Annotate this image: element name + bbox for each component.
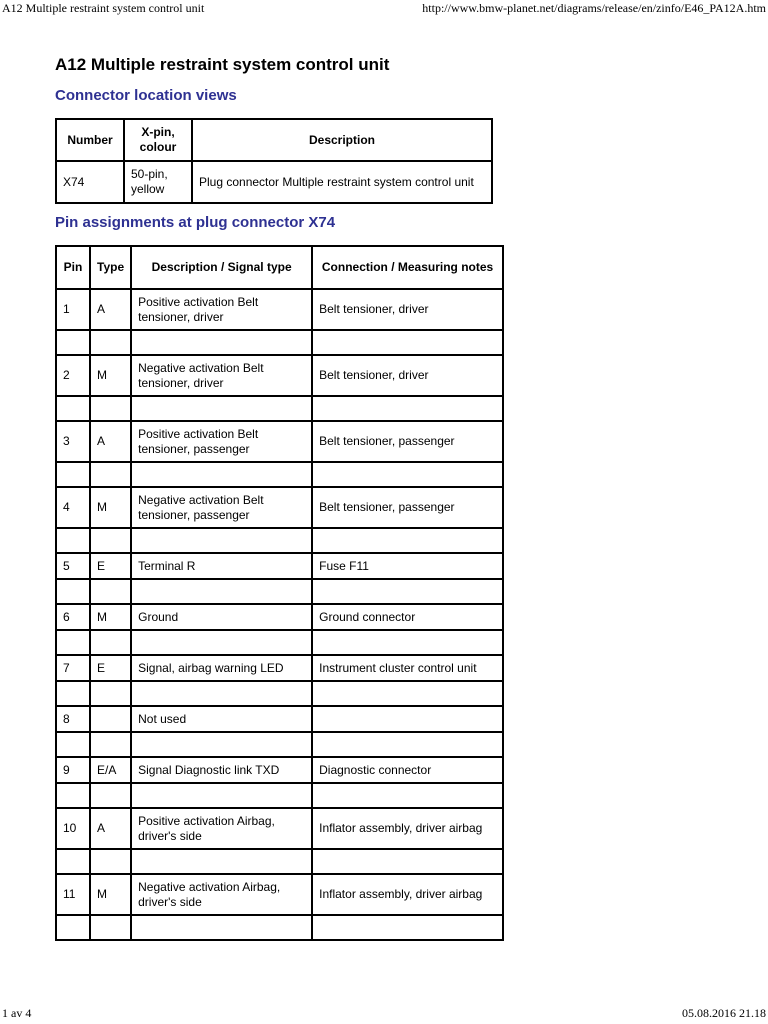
pin-row: [56, 706, 503, 732]
connector-table-row: [56, 161, 492, 203]
pin-spacer-row: [56, 732, 503, 757]
empty-cell: [56, 528, 90, 553]
pin-connection: Diagnostic connector: [312, 757, 503, 783]
empty-cell: [56, 783, 90, 808]
pin-number: 3: [56, 421, 90, 462]
empty-cell: [131, 330, 312, 355]
col-header-number: Number: [56, 119, 124, 161]
col-header-connection: Connection / Measuring notes: [312, 246, 503, 289]
empty-cell: [312, 396, 503, 421]
empty-cell: [56, 579, 90, 604]
connector-number: X74: [56, 161, 124, 203]
pin-spacer-row: [56, 462, 503, 487]
empty-cell: [312, 528, 503, 553]
empty-cell: [312, 783, 503, 808]
empty-cell: [131, 630, 312, 655]
empty-cell: [131, 783, 312, 808]
pin-type: M: [90, 355, 131, 396]
pin-number: 11: [56, 874, 90, 915]
pin-connection: Inflator assembly, driver airbag: [312, 808, 503, 849]
print-header: [0, 0, 768, 18]
pin-type: M: [90, 487, 131, 528]
connector-description: Plug connector Multiple restraint system control unit: [192, 161, 492, 203]
empty-cell: [131, 681, 312, 706]
pin-row: [56, 757, 503, 783]
empty-cell: [90, 915, 131, 940]
col-header-signal-description: Description / Signal type: [131, 246, 312, 289]
empty-cell: [56, 915, 90, 940]
pin-connection: Fuse F11: [312, 553, 503, 579]
pin-row: [56, 808, 503, 849]
empty-cell: [131, 396, 312, 421]
pin-type: E: [90, 553, 131, 579]
empty-cell: [312, 915, 503, 940]
empty-cell: [131, 579, 312, 604]
empty-cell: [312, 462, 503, 487]
print-header-url: http://www.bmw-planet.net/diagrams/release/en/zinfo/E46_PA12A.htm: [422, 1, 766, 15]
empty-cell: [90, 528, 131, 553]
pin-table-body: [56, 289, 503, 940]
empty-cell: [312, 849, 503, 874]
print-header-title: A12 Multiple restraint system control unit: [2, 1, 205, 15]
print-footer-datetime: 05.08.2016 21.18: [682, 1006, 766, 1020]
empty-cell: [131, 462, 312, 487]
pin-signal-description: Signal Diagnostic link TXD: [131, 757, 312, 783]
pin-type: E: [90, 655, 131, 681]
pin-spacer-row: [56, 330, 503, 355]
connector-location-heading: Connector location views: [55, 87, 237, 104]
pin-row: [56, 421, 503, 462]
empty-cell: [56, 462, 90, 487]
pin-row: [56, 487, 503, 528]
pin-type: A: [90, 421, 131, 462]
empty-cell: [90, 579, 131, 604]
empty-cell: [56, 849, 90, 874]
pin-type: A: [90, 808, 131, 849]
print-footer-page: 1 av 4: [2, 1006, 32, 1020]
pin-connection: Ground connector: [312, 604, 503, 630]
pin-number: 1: [56, 289, 90, 330]
connector-table: [55, 118, 493, 204]
pin-signal-description: Negative activation Airbag, driver's side: [131, 874, 312, 915]
pin-signal-description: Positive activation Airbag, driver's side: [131, 808, 312, 849]
pin-connection: [312, 706, 503, 732]
pin-spacer-row: [56, 849, 503, 874]
pin-spacer-row: [56, 681, 503, 706]
pin-signal-description: Positive activation Belt tensioner, driver: [131, 289, 312, 330]
pin-assignments-heading: Pin assignments at plug connector X74: [55, 214, 336, 231]
pin-type: E/A: [90, 757, 131, 783]
empty-cell: [90, 462, 131, 487]
pin-connection: Belt tensioner, driver: [312, 289, 503, 330]
pin-connection: Inflator assembly, driver airbag: [312, 874, 503, 915]
col-header-type: Type: [90, 246, 131, 289]
pin-spacer-row: [56, 396, 503, 421]
empty-cell: [90, 732, 131, 757]
page-title: A12 Multiple restraint system control unit: [55, 55, 390, 74]
empty-cell: [131, 849, 312, 874]
pin-number: 7: [56, 655, 90, 681]
empty-cell: [90, 630, 131, 655]
pin-type: [90, 706, 131, 732]
empty-cell: [131, 732, 312, 757]
pin-signal-description: Not used: [131, 706, 312, 732]
pin-type: M: [90, 874, 131, 915]
empty-cell: [312, 579, 503, 604]
pin-number: 8: [56, 706, 90, 732]
pin-signal-description: Ground: [131, 604, 312, 630]
pin-number: 9: [56, 757, 90, 783]
pin-row: [56, 655, 503, 681]
pin-signal-description: Negative activation Belt tensioner, passenger: [131, 487, 312, 528]
pin-number: 4: [56, 487, 90, 528]
empty-cell: [56, 630, 90, 655]
empty-cell: [56, 396, 90, 421]
pin-row: [56, 553, 503, 579]
pin-row: [56, 289, 503, 330]
col-header-xpin: X-pin, colour: [124, 119, 192, 161]
pin-number: 5: [56, 553, 90, 579]
pin-spacer-row: [56, 915, 503, 940]
pin-number: 6: [56, 604, 90, 630]
pin-signal-description: Signal, airbag warning LED: [131, 655, 312, 681]
col-header-pin: Pin: [56, 246, 90, 289]
pin-connection: Belt tensioner, passenger: [312, 487, 503, 528]
pin-table: [55, 245, 504, 941]
pin-signal-description: Positive activation Belt tensioner, passenger: [131, 421, 312, 462]
empty-cell: [90, 396, 131, 421]
empty-cell: [56, 681, 90, 706]
empty-cell: [312, 630, 503, 655]
pin-connection: Belt tensioner, passenger: [312, 421, 503, 462]
pin-signal-description: Terminal R: [131, 553, 312, 579]
empty-cell: [56, 732, 90, 757]
pin-signal-description: Negative activation Belt tensioner, driver: [131, 355, 312, 396]
col-header-description: Description: [192, 119, 492, 161]
connector-xpin: 50-pin, yellow: [124, 161, 192, 203]
pin-number: 10: [56, 808, 90, 849]
pin-row: [56, 355, 503, 396]
print-footer: [0, 1006, 768, 1024]
pin-connection: Instrument cluster control unit: [312, 655, 503, 681]
pin-number: 2: [56, 355, 90, 396]
empty-cell: [90, 330, 131, 355]
pin-spacer-row: [56, 630, 503, 655]
pin-row: [56, 604, 503, 630]
pin-type: M: [90, 604, 131, 630]
empty-cell: [131, 528, 312, 553]
empty-cell: [131, 915, 312, 940]
connector-table-header-row: [56, 119, 492, 161]
empty-cell: [90, 783, 131, 808]
pin-connection: Belt tensioner, driver: [312, 355, 503, 396]
pin-table-header-row: [56, 246, 503, 289]
empty-cell: [312, 681, 503, 706]
pin-row: [56, 874, 503, 915]
empty-cell: [312, 330, 503, 355]
empty-cell: [90, 849, 131, 874]
pin-spacer-row: [56, 783, 503, 808]
pin-spacer-row: [56, 528, 503, 553]
empty-cell: [56, 330, 90, 355]
empty-cell: [312, 732, 503, 757]
pin-type: A: [90, 289, 131, 330]
empty-cell: [90, 681, 131, 706]
pin-spacer-row: [56, 579, 503, 604]
